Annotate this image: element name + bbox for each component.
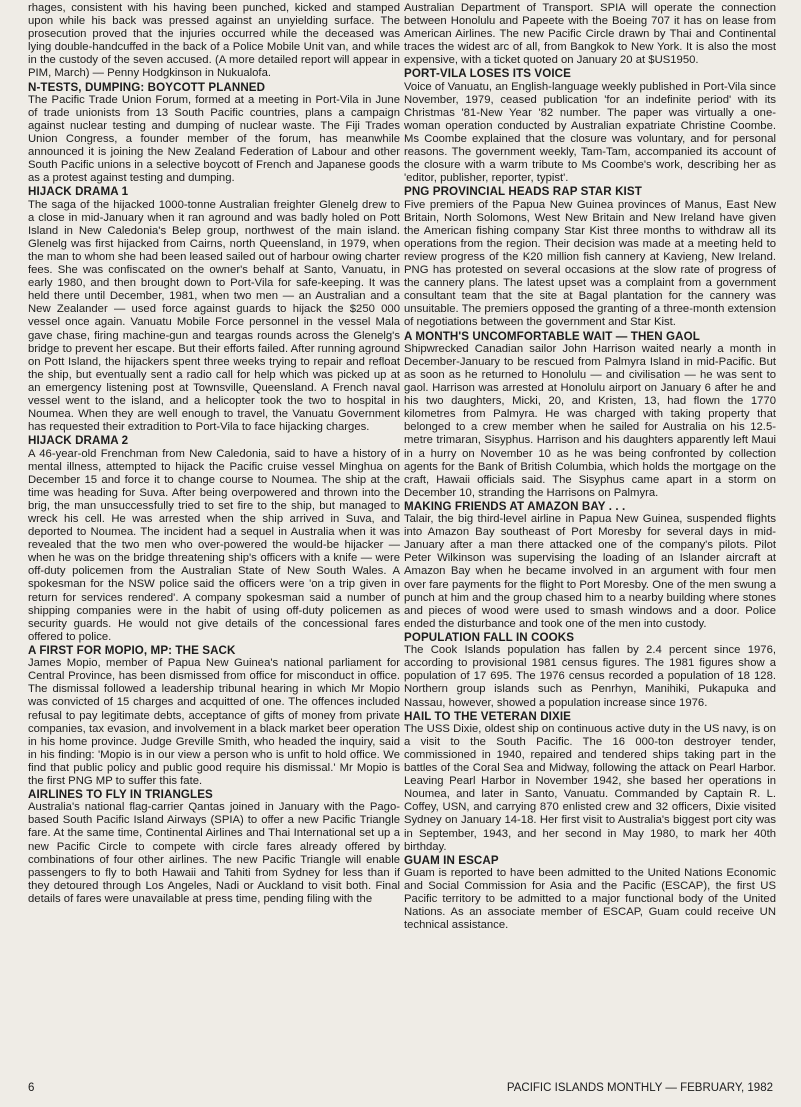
article-headline: N-TESTS, DUMPING: BOYCOTT PLANNED <box>28 80 266 94</box>
article-paragraph: The USS Dixie, oldest ship on continuous active duty in the US navy, is on a visit to the South Pacific. The 16 000-ton destroyer tender, commissioned in 1940, repaired and tendered ships taking part in the battles of the Coral Sea and Midway, following the attack on Pearl Harbor. Leaving Pearl Harbor in November 1942, she based her operations in Noumea, and later in Santo, Vanuatu. Commanded by Captain R. L. Coffey, USN, and carrying 870 enlisted crew and 32 officers, Dixie visited Sydney on January 14-18. Her first visit to Australia's biggest port city was in September, 1943, and her second in May 1980, to mark her 40th birthday. <box>404 722 776 853</box>
article-headline: GUAM IN ESCAP <box>404 853 499 867</box>
article-paragraph: The saga of the hijacked 1000-tonne Australian freighter Glenelg drew to a close in mid-January when it ran aground and was badly holed on Pott Island in New Caledonia's Belep group, northwest of the main island. Glenelg was first hijacked from Cairns, north Queensland, in 1979, when the man to whom she had been leased sailed out of harbour owing charter fees. She was confiscated on the owner's behalf at Santo, Vanuatu, in early 1980, and then brought down to Port-Vila for safe-keeping. It was held there until December, 1981, when two men — an Australian and a New Zealander — used force against guards to hijack the $250 000 vessel once again. Vanuatu Mobile Force personnel in the vessel Mala gave chase, firing machine-gun and teargas rounds across the Glenelg's bridge to prevent her escape. But their efforts failed. After running aground on Pott Island, the hijackers spent three weeks trying to repair and refloat the ship, but eventually sent a radio call for help which was picked up at an emergency listening post at Townsville, Queensland. A French naval vessel went to the island, and a helicopter took the two to hospital in Noumea. When they are well enough to travel, the Vanuatu Government has requested their extradition to Port-Vila to face hijacking charges. <box>28 198 400 434</box>
article-paragraph: Guam is reported to have been admitted to the United Nations Economic and Social Commission for Asia and the Pacific (ESCAP), the first US Pacific territory to be admitted to a major functional body of the United Nations. As an associate member of ESCAP, Guam could receive UN technical assistance. <box>404 866 776 932</box>
article-paragraph: The Pacific Trade Union Forum, formed at a meeting in Port-Vila in June of trade unionists from 13 South Pacific countries, plans a campaign against nuclear testing and dumping of nuclear waste. The Fiji Trades Union Congress, a founder member of the forum, has meanwhile announced it is joining the New Zealand Federation of Labour and other South Pacific unions in a selective boycott of French and Japanese goods as a protest against testing and dumping. <box>28 93 400 185</box>
article-paragraph: Australian Department of Transport. SPIA will operate the connection between Honolulu and Papeete with the Boeing 707 it has on lease from American Airlines. The new Pacific Circle drawn by Thai and Continental traces the widest arc of all, from Bangkok to New York. It is also the most expensive, with a ticket quoted on January 20 at $US1950. <box>404 2 776 67</box>
left-column <box>28 2 400 1070</box>
article-columns <box>28 2 776 1070</box>
article-headline: HAIL TO THE VETERAN DIXIE <box>404 709 571 723</box>
article-paragraph: A 46-year-old Frenchman from New Caledonia, said to have a history of mental illness, attempted to hijack the Pacific cruise vessel Minghua on December 15 and force it to change course to Noumea. The ship at the time was heading for Suva. After being overpowered and thrown into the brig, the man unsuccessfully tried to set fire to the ship, but managed to wreck his cell. He was arrested when the ship arrived in Suva, and deported to Noumea. The incident had a sequel in Australia when it was revealed that the two men who over-powered the would-be hijacker — when he was on the bridge threatening ship's officers with a knife — were off-duty policemen from the Australian State of New South Wales. A spokesman for the NSW police said the officers were 'on a trip given in return for services rendered'. A company spokesman said a number of shipping companies were in the habit of using off-duty policemen as security guards. He would not give details of the concessional fares offered to police. <box>28 447 400 643</box>
running-title: PACIFIC ISLANDS MONTHLY — FEBRUARY, 1982 <box>506 1082 773 1094</box>
article-paragraph: Voice of Vanuatu, an English-language weekly published in Port-Vila since November, 1979, ceased publication 'for an indefinite period' with its Christmas '81-New Year '82 number. The paper was virtually a one-woman operation conducted by Australian expatriate Christine Coombe. Ms Coombe explained that the closure was voluntary, and for personal reasons. The government weekly, Tam-Tam, accompanied its account of the closure with a warm tribute to Ms Coombe's work, describing her as 'editor, publisher, reporter, typist'. <box>404 80 776 185</box>
article-headline: AIRLINES TO FLY IN TRIANGLES <box>28 788 213 802</box>
page-footer <box>28 1082 773 1098</box>
article-headline: A FIRST FOR MOPIO, MP: THE SACK <box>28 643 236 657</box>
article-paragraph: James Mopio, member of Papua New Guinea's national parliament for Central Province, has been dismissed from office for misconduct in office. The dismissal followed a leadership tribunal hearing in which Mr Mopio was convicted of 15 charges and acquitted of one. The offences included refusal to pay legitimate debts, acceptance of gifts of money from private companies, tax evasion, and involvement in a black market beer operation in his home province. Judge Greville Smith, who headed the inquiry, said in his finding: 'Mopio is in our view a person who is unfit to hold office. We find that public policy and public good require his dismissal.' Mr Mopio is the first PNG MP to suffer this fate. <box>28 657 400 787</box>
article-headline: HIJACK DRAMA 2 <box>28 434 129 448</box>
article-headline: PNG PROVINCIAL HEADS RAP STAR KIST <box>404 185 642 199</box>
right-column <box>404 2 776 1070</box>
article-headline: PORT-VILA LOSES ITS VOICE <box>404 67 571 81</box>
article-paragraph: Shipwrecked Canadian sailor John Harrison waited nearly a month in December-January to be rescued from Palmyra Island in mid-Pacific. But as soon as he returned to Honolulu — and civilisation — he was sent to gaol. Harrison was arrested at Honolulu airport on January 6 after he and his two daughters, Micki, 20, and Kristen, 13, had flown the 1770 kilometres from Palmyra. He was charged with taking property that belonged to a crew member when he sailed for Australia on his 12.5-metre trimaran, Sisyphus. Harrison and his daughters apparently left Maui in a hurry on November 10 as he was being confronted by collection agents for the Bank of British Columbia, which holds the mortgage on the craft, Hawaii officials said. The Sisyphus came apart in a storm on December 10, stranding the Harrisons on Palmyra. <box>404 342 776 499</box>
article-paragraph: rhages, consistent with his having been punched, kicked and stamped upon while his back was pressed against an unyielding surface. The prosecution proved that the injuries occurred while the deceased was lying double-handcuffed in the back of a Police Mobile Unit van, and while in the custody of the seven accused. (A more detailed report will appear in PIM, March) — Penny Hodgkinson in Nukualofa. <box>28 2 400 80</box>
article-paragraph: Five premiers of the Papua New Guinea provinces of Manus, East New Britain, North Solomons, West New Britain and New Ireland have given the American fishing company Star Kist three months to withdraw all its operations from the region. Their decision was made at a meeting held to review progress of the K20 million fish cannery at Kavieng, New Ireland. PNG has protested on several occasions at the slow rate of progress of the cannery plans. The latest upset was a complaint from a government consultant team that the site at Bagal plantation for the cannery was unsuitable. The premiers opposed the granting of a three-month extension of negotiations between the government and Star Kist. <box>404 198 776 329</box>
article-headline: HIJACK DRAMA 1 <box>28 185 129 199</box>
article-paragraph: The Cook Islands population has fallen by 2.4 percent since 1976, according to provisional 1981 census figures. The 1981 figures show a population of 17 695. The 1976 census recorded a population of 18 128. Northern group islands such as Penrhyn, Manihiki, Pukapuka and Nassau, however, showed a population increase since 1976. <box>404 644 776 709</box>
page-number: 6 <box>28 1082 35 1094</box>
article-headline: A MONTH'S UNCOMFORTABLE WAIT — THEN GAOL <box>404 329 700 343</box>
article-paragraph: Talair, the big third-level airline in Papua New Guinea, suspended flights into Amazon Bay southeast of Port Moresby for several days in mid-January after a man there attacked one of the company's pilots. Pilot Peter Wilkinson was supervising the loading of an Islander aircraft at Amazon Bay when he became involved in an argument with four men over fare payments for the flight to Port Moresby. One of the men swung a punch at him and the group chased him to a nearby building where stones and pieces of wood were used to smash windows and a door. Police ended the disturbance and took one of the men into custody. <box>404 513 776 630</box>
article-headline: POPULATION FALL IN COOKS <box>404 630 575 644</box>
article-headline: MAKING FRIENDS AT AMAZON BAY . . . <box>404 499 626 513</box>
article-paragraph: Australia's national flag-carrier Qantas joined in January with the Pago-based South Pacific Island Airways (SPIA) to offer a new Pacific Triangle fare. At the same time, Continental Airlines and Thai International set up a new Pacific Circle to compete with circle fares already offered by combinations of four other airlines. The new Pacific Triangle will enable passengers to fly to both Hawaii and Tahiti from Sydney for less than if they detoured through Los Angeles, Nadi or Auckland to visit both. Final details of fares were unavailable at press time, pending filing with the <box>28 801 400 905</box>
